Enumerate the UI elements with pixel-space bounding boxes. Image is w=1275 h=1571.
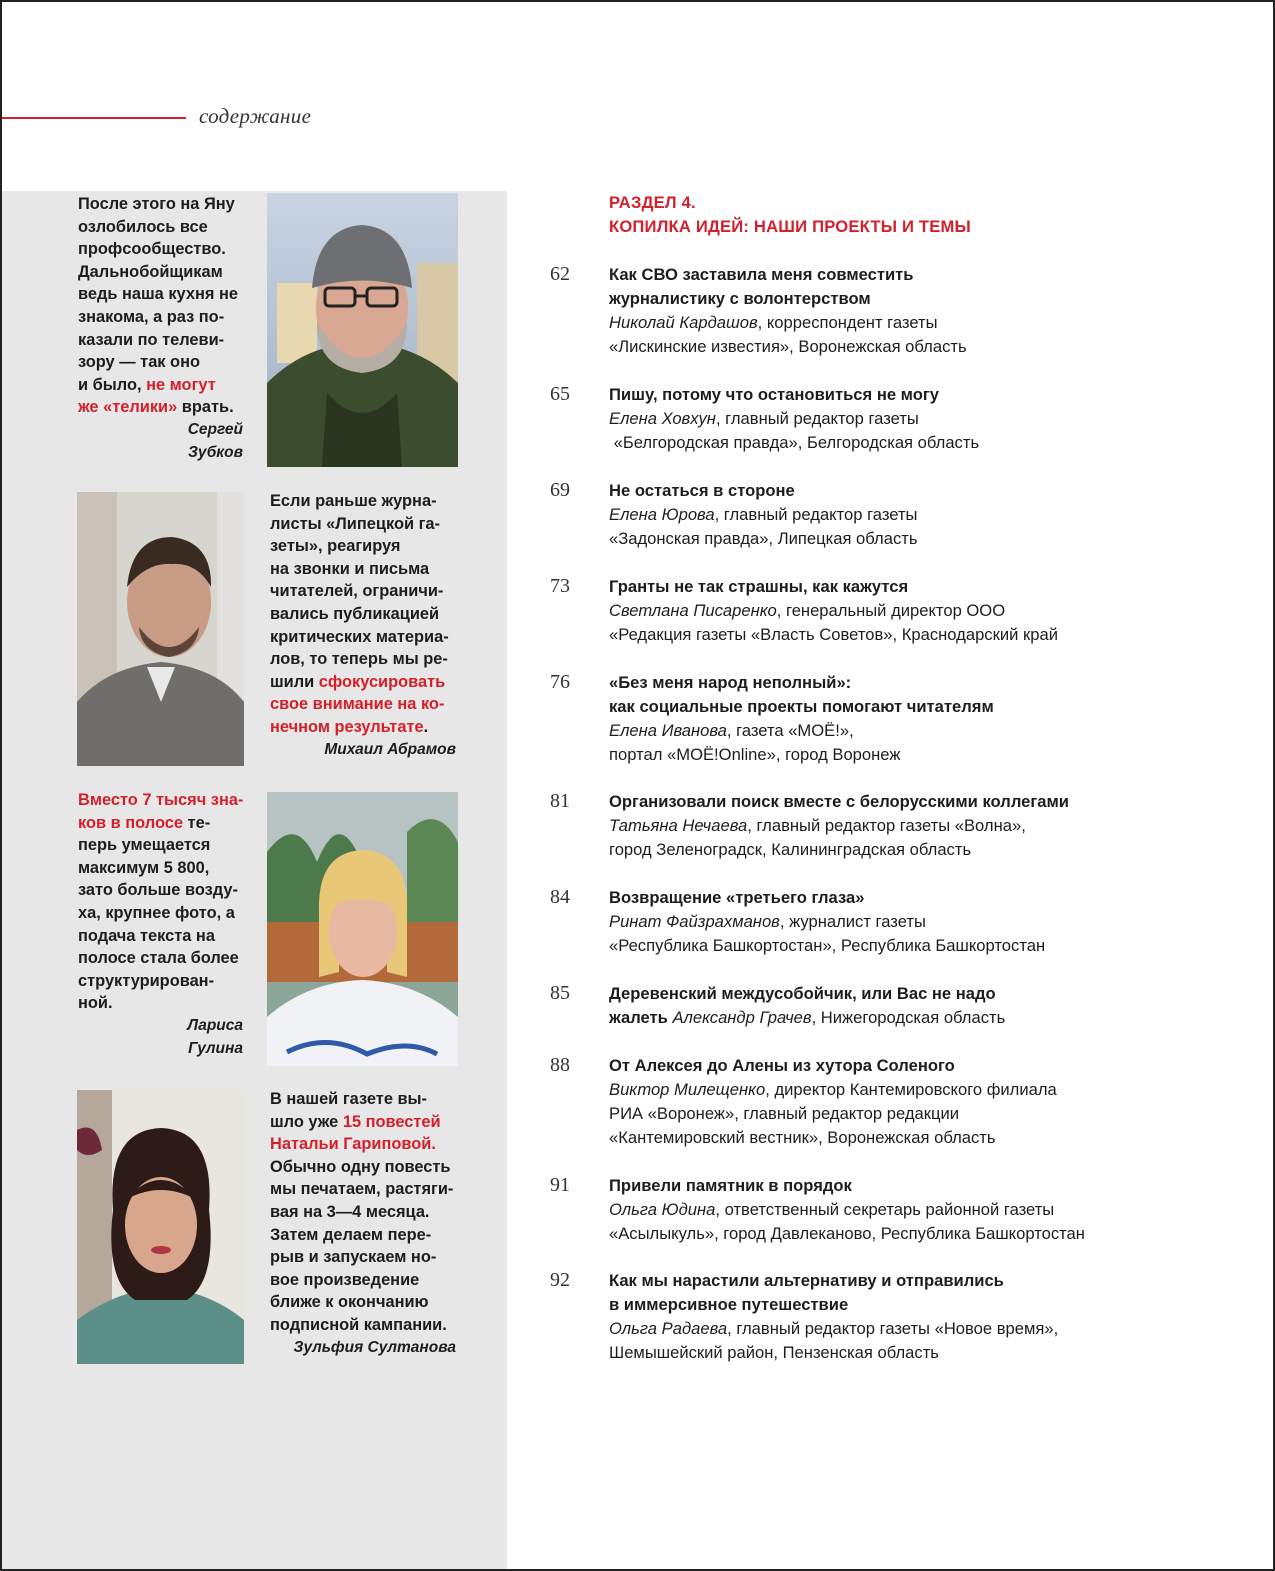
quote-4 (270, 1088, 470, 1359)
header-label: содержание (199, 104, 312, 128)
toc-page-number: 62 (550, 263, 570, 285)
toc-title: Организовали поиск вместе с белорусскими коллегами (609, 792, 1069, 811)
quote-4-author: Зульфия Султанова (293, 1338, 456, 1356)
toc-title: Пишу, потому что остановиться не могу (609, 385, 940, 404)
toc-author: Ольга Радаева (609, 1319, 728, 1338)
toc-author: Татьяна Нечаева (609, 816, 748, 835)
toc-title: Как СВО заставила меня совместить журналистику с волонтерством (609, 265, 914, 308)
toc-author: Елена Ховхун (609, 409, 716, 428)
toc-author: Александр Грачев (667, 1008, 812, 1027)
quote-2-author: Михаил Абрамов (324, 740, 456, 758)
toc-title: «Без меня народ неполный»: как социальные проекты помогают читателям (609, 673, 994, 716)
toc-author: Елена Иванова (609, 721, 727, 740)
quote-4-text: В нашей газете вы- шло уже 15 повестей Натальи Гариповой. Обычно одну повесть мы печатаем, растяги- вая на 3—4 месяца. Затем делаем пере- рыв и запускаем но- вое произведение ближе к окончанию подписной кампании. (270, 1090, 454, 1334)
quote-3-author: Лариса Гулина (187, 1016, 243, 1057)
toc-page-number: 69 (550, 479, 570, 501)
toc-author: Ольга Юдина (609, 1200, 716, 1219)
toc-author: Виктор Милещенко (609, 1080, 766, 1099)
toc-title-continued: жалеть (609, 1008, 668, 1027)
toc-author: Ринат Файзрахманов (609, 912, 780, 931)
header-rule (2, 117, 186, 119)
quote-1 (78, 193, 253, 464)
quote-3-text: Вместо 7 тысяч зна- ков в полосе те- перь умещается максимум 5 800, зато больше возду- ха, крупнее фото, а подача текста на полосе стала более структурирован- ной. (78, 791, 244, 1013)
toc-author: Николай Кардашов (609, 313, 758, 332)
section-name: КОПИЛКА ИДЕЙ: НАШИ ПРОЕКТЫ И ТЕМЫ (609, 217, 972, 236)
quote-3 (78, 789, 258, 1060)
toc-page-number: 85 (550, 982, 570, 1004)
quote-1-text: После этого на Яну озлобилось все профсообщество. Дальнобойщикам ведь наша кухня не знакома, а раз по- казали по телеви- зору — так оно и было, не могут же «телики» врать. (78, 195, 239, 417)
toc-page-number: 76 (550, 671, 570, 693)
toc-page-number: 73 (550, 575, 570, 597)
toc-page-number: 65 (550, 383, 570, 405)
toc-title: От Алексея до Алены из хутора Соленого (609, 1056, 955, 1075)
toc-title: Не остаться в стороне (609, 481, 795, 500)
toc-title: Гранты не так страшны, как кажутся (609, 577, 909, 596)
quote-2-text: Если раньше журна- листы «Липецкой га- зеты», реагируя на звонки и письма читателей, ограничи- вались публикацией критических материа- лов, то теперь мы ре- шили сфокусировать свое внимание на ко- нечном результате. (270, 492, 449, 736)
toc-author: Светлана Писаренко (609, 601, 777, 620)
toc-title: Привели памятник в порядок (609, 1176, 852, 1195)
toc-title: Как мы нарастили альтернативу и отправились в иммерсивное путешествие (609, 1271, 1004, 1314)
toc-page-number: 91 (550, 1174, 570, 1196)
photo-zulfiya-sultanova (77, 1090, 244, 1364)
photo-sergey-zubkov (267, 193, 458, 467)
toc-title: Возвращение «третьего глаза» (609, 888, 865, 907)
quote-1-author: Сергей Зубков (187, 420, 243, 461)
photo-mikhail-abramov (77, 492, 244, 766)
toc-page-number: 84 (550, 886, 570, 908)
toc-page-number: 81 (550, 790, 570, 812)
quote-2 (270, 490, 470, 761)
toc-title: Деревенский междусобойчик, или Вас не надо (609, 984, 996, 1003)
toc-author: Елена Юрова (609, 505, 715, 524)
toc-page-number: 88 (550, 1054, 570, 1076)
section-title (609, 191, 971, 239)
toc-page-number: 92 (550, 1269, 570, 1291)
photo-larisa-gulina (267, 792, 458, 1066)
section-number: РАЗДЕЛ 4. (609, 193, 696, 212)
